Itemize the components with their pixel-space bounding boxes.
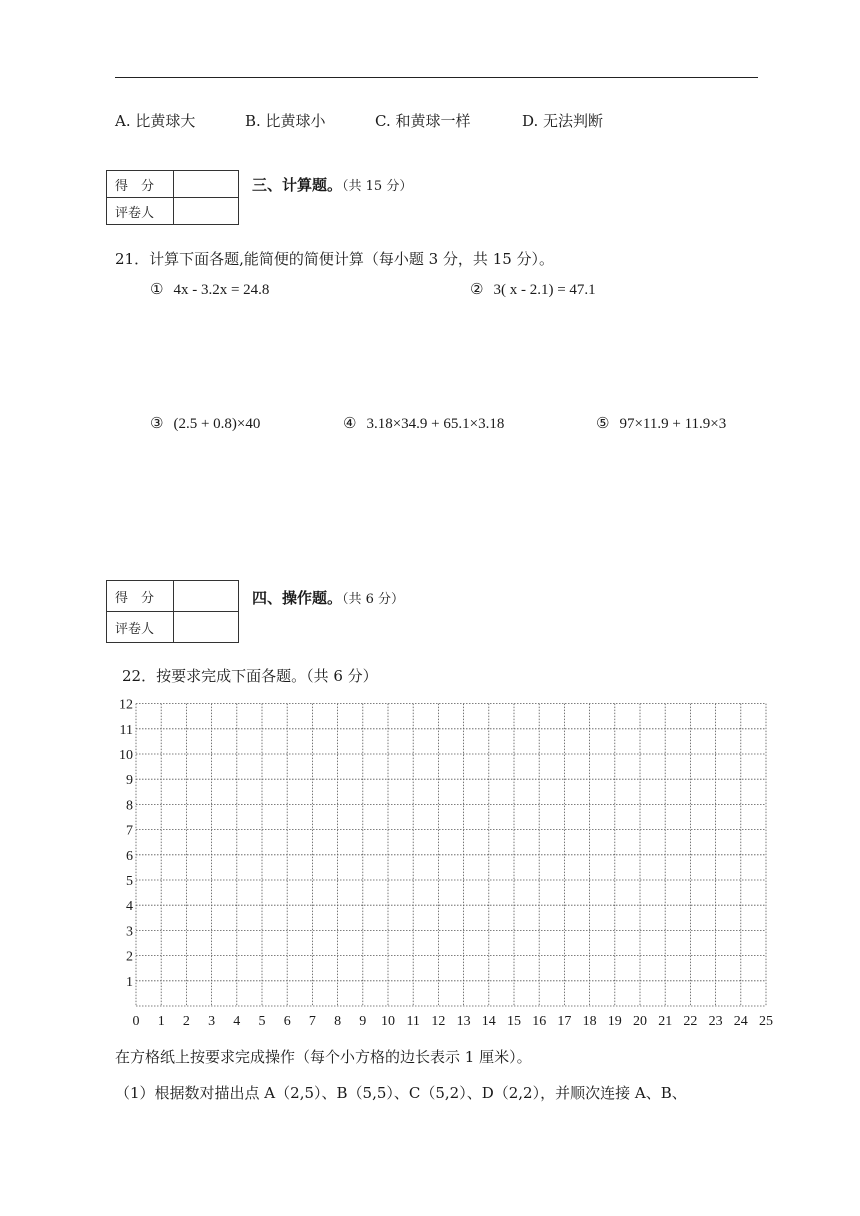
choice-b: B. 比黄球小 xyxy=(245,112,326,130)
choice-a: A. 比黄球大 xyxy=(115,112,196,130)
y-tick-label: 7 xyxy=(126,823,133,839)
x-tick-label: 22 xyxy=(683,1014,698,1029)
x-tick-label: 24 xyxy=(733,1014,748,1029)
item-number: ③ xyxy=(150,414,164,432)
y-tick-label: 3 xyxy=(126,924,133,940)
y-tick-label: 9 xyxy=(126,773,133,789)
instruction-line-2: （1）根据数对描出点 A（2,5）、B（5,5）、C（5,2）、D（2,2），并顺次连接 A、B、 xyxy=(115,1084,687,1102)
y-tick-label: 12 xyxy=(119,697,133,713)
x-tick-label: 20 xyxy=(633,1014,647,1029)
x-tick-label: 17 xyxy=(557,1014,572,1029)
choice-d: D. 无法判断 xyxy=(522,112,604,130)
score-label: 得 分 xyxy=(107,171,174,198)
y-tick-label: 8 xyxy=(126,798,133,814)
x-tick-label: 10 xyxy=(381,1014,395,1029)
y-tick-label: 6 xyxy=(126,848,133,864)
item-number: ① xyxy=(150,280,164,298)
x-tick-label: 23 xyxy=(708,1014,723,1029)
instruction-line-1: 在方格纸上按要求完成操作（每个小方格的边长表示 1 厘米）。 xyxy=(115,1048,532,1066)
item-expression: 3( x - 2.1) = 47.1 xyxy=(493,282,596,298)
x-tick-label: 3 xyxy=(208,1014,216,1029)
x-tick-label: 11 xyxy=(406,1014,420,1029)
y-tick-label: 11 xyxy=(119,722,133,738)
grader-label: 评卷人 xyxy=(107,198,174,225)
grader-label: 评卷人 xyxy=(107,612,174,643)
x-tick-label: 4 xyxy=(233,1014,241,1029)
item-number: ② xyxy=(470,280,484,298)
y-tick-label: 10 xyxy=(119,748,133,763)
x-tick-label: 25 xyxy=(759,1014,773,1029)
x-tick-label: 2 xyxy=(182,1014,190,1029)
x-tick-label: 9 xyxy=(359,1014,367,1029)
x-tick-label: 5 xyxy=(258,1014,266,1029)
x-tick-label: 13 xyxy=(456,1014,471,1029)
section3-title: 三、计算题。 xyxy=(252,176,343,194)
y-tick-label: 5 xyxy=(126,874,133,889)
x-tick-label: 1 xyxy=(157,1014,165,1029)
y-tick-label: 4 xyxy=(126,899,133,915)
x-tick-label: 6 xyxy=(283,1014,291,1029)
q21-text: 21．计算下面各题,能简便的简便计算（每小题 3 分，共 15 分）。 xyxy=(115,250,555,268)
y-tick-label: 2 xyxy=(126,949,133,965)
q22-text: 22．按要求完成下面各题。（共 6 分） xyxy=(122,667,378,685)
x-tick-label: 18 xyxy=(582,1014,597,1029)
item-expression: 3.18×34.9 + 65.1×3.18 xyxy=(366,416,505,432)
item-expression: 97×11.9 + 11.9×3 xyxy=(619,416,727,432)
item-expression: 4x - 3.2x = 24.8 xyxy=(173,282,270,298)
x-tick-label: 19 xyxy=(607,1014,622,1029)
x-tick-label: 8 xyxy=(334,1014,342,1029)
section4-points: （共 6 分） xyxy=(342,592,405,607)
x-tick-label: 16 xyxy=(532,1014,547,1029)
x-tick-label: 14 xyxy=(481,1014,496,1029)
x-tick-label: 15 xyxy=(507,1014,521,1029)
x-tick-label: 7 xyxy=(308,1014,316,1029)
item-expression: (2.5 + 0.8)×40 xyxy=(173,416,261,432)
section3-points: （共 15 分） xyxy=(342,179,413,194)
x-tick-label: 0 xyxy=(132,1014,140,1029)
item-number: ④ xyxy=(343,414,357,432)
choice-c: C. 和黄球一样 xyxy=(375,112,471,130)
section4-title: 四、操作题。 xyxy=(252,589,343,607)
y-tick-label: 1 xyxy=(126,974,133,990)
item-number: ⑤ xyxy=(596,414,610,432)
score-label: 得 分 xyxy=(107,581,174,612)
x-tick-label: 12 xyxy=(431,1014,446,1029)
x-tick-label: 21 xyxy=(658,1014,673,1029)
